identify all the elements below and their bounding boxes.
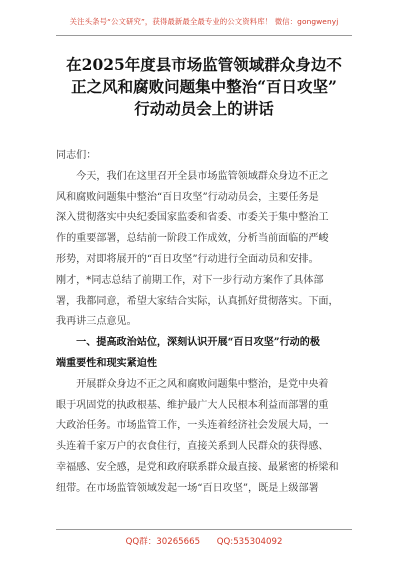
body-line: 刚才，*同志总结了前期工作，对下一步行动方案作了具体部 xyxy=(56,274,324,286)
footer-qq: QQ:535304092 xyxy=(216,537,283,547)
section-heading-line: 一、提高政治站位，深刻认识开展“百日攻坚”行动的极 xyxy=(56,337,320,349)
footer-qq-group: QQ群：30265665 xyxy=(125,537,201,547)
title-line: 行动动员会上的讲话 xyxy=(134,99,274,118)
body-line: 纽带。在市场监管领域发起一场“百日攻坚”，既是上级部署 xyxy=(56,482,319,494)
body-line: 同志们： xyxy=(56,150,97,161)
title-line: 在2025年度县市场监管领域群众身边不 xyxy=(66,55,342,74)
body-line: 幸福感、安全感，是党和政府联系群众最直接、最紧密的桥梁和 xyxy=(56,461,339,473)
document-body xyxy=(56,146,352,500)
body-line: 开展群众身边不正之风和腐败问题集中整治，是党中央着 xyxy=(56,378,329,390)
body-line: 风和腐败问题集中整治“百日攻坚”行动动员会，主要任务是 xyxy=(56,191,319,203)
body-line: 作的重要部署，总结前一阶段工作成效，分析当前面临的严峻 xyxy=(56,233,329,245)
section-heading-line: 端重要性和现实紧迫性 xyxy=(56,357,157,369)
footer-divider xyxy=(56,529,352,530)
title-line: 正之风和腐败问题集中整治“百日攻坚” xyxy=(71,77,337,96)
document-title xyxy=(44,54,364,120)
body-line: 署，我都同意，希望大家结合实际，认真抓好贯彻落实。下面， xyxy=(56,295,339,307)
body-line: 深入贯彻落实中央纪委国家监委和省委、市委关于集中整治工 xyxy=(56,212,329,224)
body-line: 头连着千家万户的衣食住行，直接关系到人民群众的获得感、 xyxy=(56,441,329,453)
body-line: 我再讲三点意见。 xyxy=(56,316,137,328)
body-line: 眼于巩固党的执政根基、维护最广大人民根本利益而部署的重 xyxy=(56,399,329,411)
header-divider xyxy=(56,35,352,36)
body-line: 形势，对即将展开的“百日攻坚”行动进行全面动员和安排。 xyxy=(56,253,319,265)
body-line: 今天，我们在这里召开全县市场监管领域群众身边不正之 xyxy=(56,170,329,182)
footer xyxy=(0,535,408,547)
header-banner: 关注头条号“公文研究”，获得最新最全最专业的公文资料库！ 微信：gongwenyj xyxy=(69,17,339,26)
body-line: 大政治任务。市场监管工作，一头连着经济社会发展大局，一 xyxy=(56,420,329,432)
